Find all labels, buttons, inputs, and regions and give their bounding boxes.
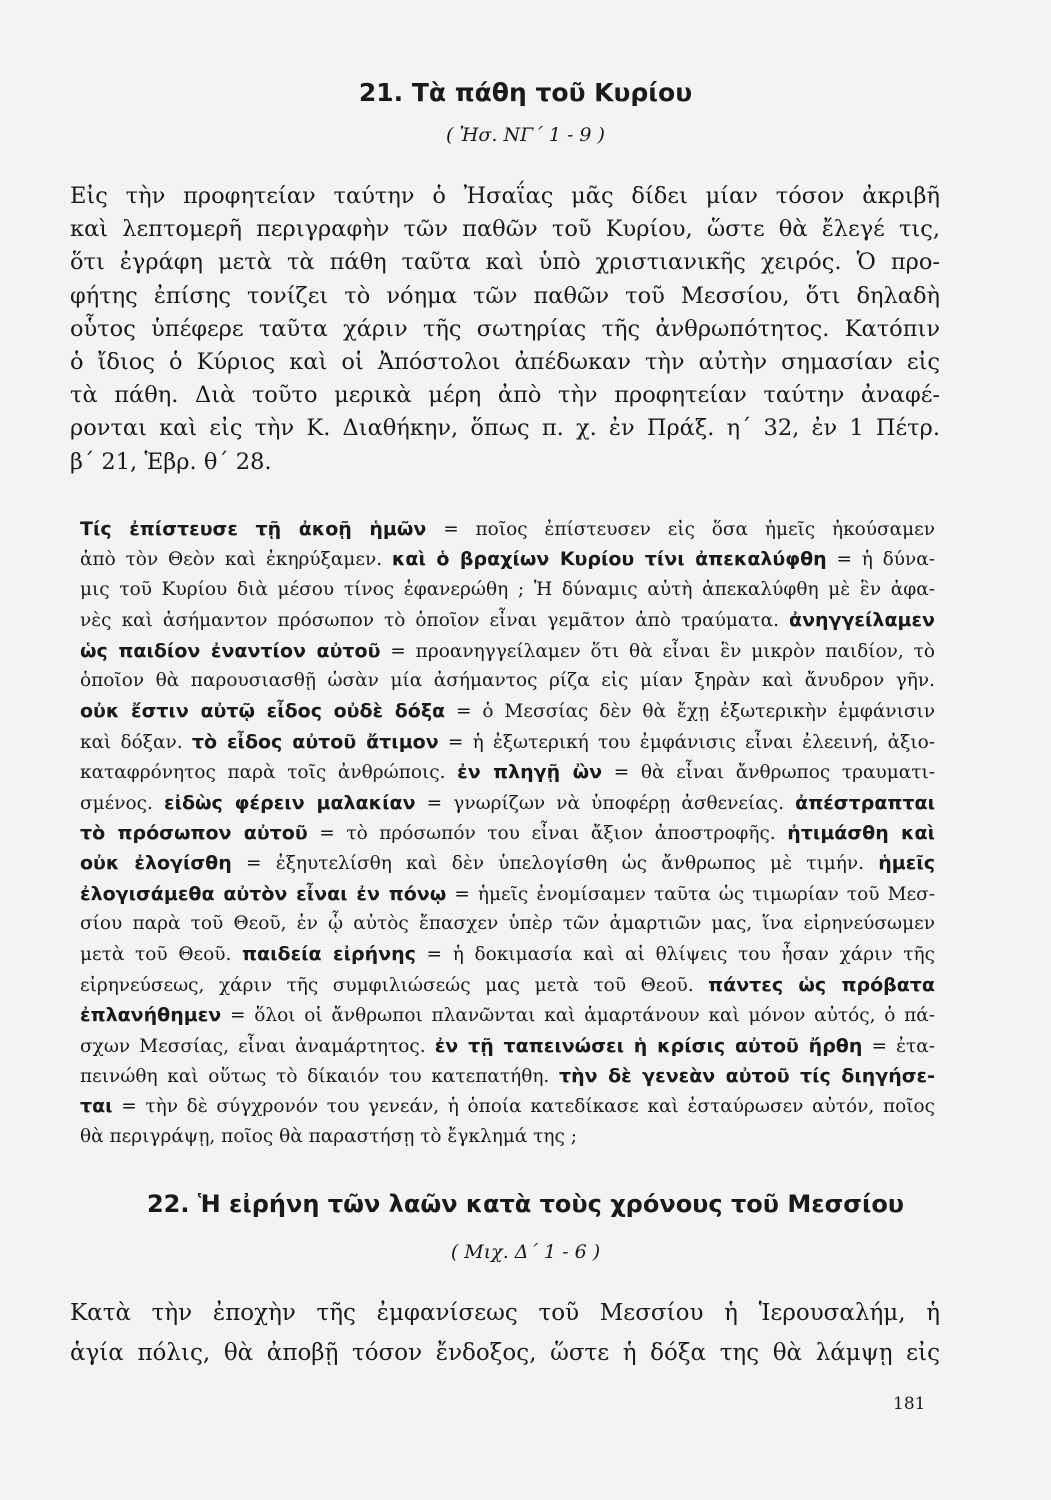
lemma-bold: ἐν τῇ ταπεινώσει ἡ κρίσις αὐτοῦ ἤρθη [434,1034,863,1057]
commentary-text: = ὁ Μεσσίας δὲν θὰ ἔχῃ ἐξωτερικὴν ἐμφάνισιν [445,701,935,723]
section-paragraph [70,1293,940,1373]
text-line: Εἰς τὴν προφητείαν ταύτην ὁ Ἠσαΐας μᾶς δίδει μίαν τόσον ἀκριβῆ [70,183,940,209]
commentary-line [80,666,935,696]
commentary-text: = ποῖος ἐπίστευσεν εἰς ὅσα ἡμεῖς ἠκούσαμεν [426,519,935,540]
commentary-line [80,879,935,909]
commentary-line [80,1091,935,1121]
commentary-text: = ὅλοι οἱ ἄνθρωποι πλανῶνται καὶ ἁμαρτάνουν καὶ μόνον αὐτός, ὁ πά- [221,1005,935,1027]
commentary-line [80,848,935,878]
commentary-text: καταφρόνητος παρὰ τοῖς ἀνθρώποις. [80,762,458,784]
commentary-text: πεινώθη καὶ οὕτως τὸ δίκαιόν του κατεπατήθη. [80,1066,560,1088]
lemma-bold: ἐν πληγῇ ὢν [457,761,603,784]
lemma-bold: ἐπλανήθημεν [80,1004,222,1027]
commentary-text: = ἡμεῖς ἐνομίσαμεν ταῦτα ὡς τιμωρίαν τοῦ Μεσ- [446,883,935,905]
commentary-line [80,636,935,666]
commentary-text: = ἡ δύνα- [826,549,935,571]
lemma-bold: Τίς ἐπίστευσε τῇ ἀκοῇ ἡμῶν [80,518,427,540]
lemma-bold: ται [80,1095,113,1118]
lemma-bold: ἠτιμάσθη καὶ [787,821,935,844]
commentary-text: εἰρηνεύσεως, χάριν τῆς συμφιλιώσεώς μας μετὰ τοῦ Θεοῦ. [80,974,709,996]
commentary-text: σχων Μεσσίας, εἶναι ἀναμάρτητος. [80,1035,435,1057]
commentary-paragraph [80,514,935,1152]
commentary-text: = ἡ δοκιμασία καὶ αἱ θλίψεις του ἦσαν χάριν τῆς [415,944,935,966]
commentary-line [80,757,935,787]
commentary-text: μετὰ τοῦ Θεοῦ. [80,944,243,966]
commentary-text: ἀπὸ τὸν Θεὸν καὶ ἐκηρύξαμεν. [80,549,392,571]
commentary-text: = προανηγγείλαμεν ὅτι θὰ εἶναι ἓν μικρὸν παιδίον, τὸ [380,640,935,662]
lemma-bold: τὸ πρόσωπον αὐτοῦ [80,821,308,844]
commentary-line [80,1031,935,1061]
lemma-bold: οὐκ ἔστιν αὐτῷ εἶδος οὐδὲ δόξα [80,700,446,723]
commentary-text: καὶ δόξαν. [80,731,192,753]
commentary-line [80,696,935,726]
text-line: τὰ πάθη. Διὰ τοῦτο μερικὰ μέρη ἀπὸ τὴν προφητείαν ταύτην ἀναφέ- [70,382,940,409]
text-line: ὁ ἴδιος ὁ Κύριος καὶ οἱ Ἀπόστολοι ἀπέδωκαν τὴν αὐτὴν σημασίαν εἰς [70,348,940,375]
commentary-text: = ἐξηυτελίσθη καὶ δὲν ὑπελογίσθη ὡς ἄνθρωπος μὲ τιμήν. [231,853,879,875]
lemma-bold: οὐκ ἐλογίσθη [80,852,232,875]
commentary-line [80,544,935,574]
commentary-text: νὲς καὶ ἀσήμαντον πρόσωπον τὸ ὁποῖον εἶναι γεμᾶτον ἀπὸ τραύματα. [80,610,790,632]
commentary-text: μις τοῦ Κυρίου διὰ μέσου τίνος ἐφανερώθη ; Ἡ δύναμις αὐτὴ ἀπεκαλύφθη μὲ ἓν ἀφα- [80,578,935,600]
text-line: Κατὰ τὴν ἐποχὴν τῆς ἐμφανίσεως τοῦ Μεσσίου ἡ Ἱερουσαλήμ, ἡ [70,1300,940,1326]
lemma-bold: τὸ εἶδος αὐτοῦ ἄτιμον [191,730,439,753]
commentary-line [80,514,935,544]
commentary-line [80,1000,935,1030]
lemma-bold: ἐλογισάμεθα αὐτὸν εἶναι ἐν πόνῳ [80,882,447,905]
commentary-line [80,909,935,939]
text-line: ὅτι ἐγράφη μετὰ τὰ πάθη ταῦτα καὶ ὑπὸ χριστιανικῆς χειρός. Ὁ προ- [70,249,940,276]
lemma-bold: ἀνηγγείλαμεν [789,609,935,632]
lemma-bold: ἡμεῖς [878,852,935,875]
commentary-line [80,1122,935,1152]
commentary-text: = τὴν δὲ σύγχρονόν του γενεάν, ἡ ὁποία κατεδίκασε καὶ ἐσταύρωσεν αὐτόν, ποῖος [112,1096,935,1118]
commentary-text: σίου παρὰ τοῦ Θεοῦ, ἐν ᾧ αὐτὸς ἔπασχεν ὑπὲρ τῶν ἁμαρτιῶν μας, ἵνα εἰρηνεύσωμεν [80,913,935,935]
commentary-text: = θὰ εἶναι ἄνθρωπος τραυματι- [602,762,935,784]
lemma-bold: παιδεία εἰρήνης [242,943,416,966]
lemma-bold: ἀπέστραπται [795,791,935,814]
commentary-line [80,1061,935,1091]
commentary-text: = ἡ ἐξωτερική του ἐμφάνισις εἶναι ἐλεεινή, ἀξιο- [438,731,935,753]
text-line: φήτης ἐπίσης τονίζει τὸ νόημα τῶν παθῶν τοῦ Μεσσίου, ὅτι δηλαδὴ [70,282,940,309]
scripture-reference: ( Μιχ. Δ΄ 1 - 6 ) [450,1241,601,1263]
commentary-line [80,788,935,818]
commentary-line [80,605,935,635]
commentary-line [80,575,935,605]
lemma-bold: πάντες ὡς πρόβατα [708,973,935,996]
intro-paragraph [70,180,940,479]
section-title: 22. Ἡ εἰρήνη τῶν λαῶν κατὰ τοὺς χρόνους τοῦ Μεσσίου [146,1190,905,1218]
lemma-bold: καὶ ὁ βραχίων Κυρίου τίνι ἀπεκαλύφθη [391,548,827,571]
commentary-line [80,939,935,969]
text-line: οὗτος ὑπέφερε ταῦτα χάριν τῆς σωτηρίας τῆς ἀνθρωπότητος. Κατόπιν [70,315,940,342]
commentary-text: = γνωρίζων νὰ ὑποφέρῃ ἀσθενείας. [415,792,796,814]
section-title: 21. Τὰ πάθη τοῦ Κυρίου [358,78,693,107]
lemma-bold: τὴν δὲ γενεὰν αὐτοῦ τίς διηγήσε- [559,1065,935,1088]
commentary-text: θὰ περιγράψῃ, ποῖος θὰ παραστήσῃ τὸ ἔγκλημά της ; [80,1125,577,1147]
text-line: καὶ λεπτομερῆ περιγραφὴν τῶν παθῶν τοῦ Κυρίου, ὥστε θὰ ἔλεγέ τις, [70,216,940,243]
scripture-reference: ( Ἠσ. ΝΓ΄ 1 - 9 ) [446,124,605,146]
commentary-line [80,970,935,1000]
text-line: ἁγία πόλις, θὰ ἀποβῇ τόσον ἔνδοξος, ὥστε ἡ δόξα της θὰ λάμψῃ εἰς [70,1340,940,1366]
text-line: ρονται καὶ εἰς τὴν Κ. Διαθήκην, ὅπως π. χ. ἐν Πράξ. η΄ 32, ἐν 1 Πέτρ. [70,415,940,442]
page-number: 181 [893,1394,926,1414]
commentary-text: σμένος. [80,792,164,814]
lemma-bold: εἰδὼς φέρειν μαλακίαν [164,791,416,814]
text-line: β΄ 21, Ἑβρ. θ΄ 28. [70,448,272,475]
commentary-line [80,727,935,757]
commentary-line [80,818,935,848]
commentary-text: = ἐτα- [862,1035,935,1057]
lemma-bold: ὡς παιδίον ἐναντίον αὐτοῦ [80,639,381,662]
commentary-text: ὁποῖον θὰ παρουσιασθῇ ὡσὰν μία ἀσήμαντος ρίζα εἰς μίαν ξηρὰν καὶ ἄνυδρον γῆν. [80,669,935,691]
commentary-text: = τὸ πρόσωπόν του εἶναι ἄξιον ἀποστροφῆς. [307,822,788,844]
